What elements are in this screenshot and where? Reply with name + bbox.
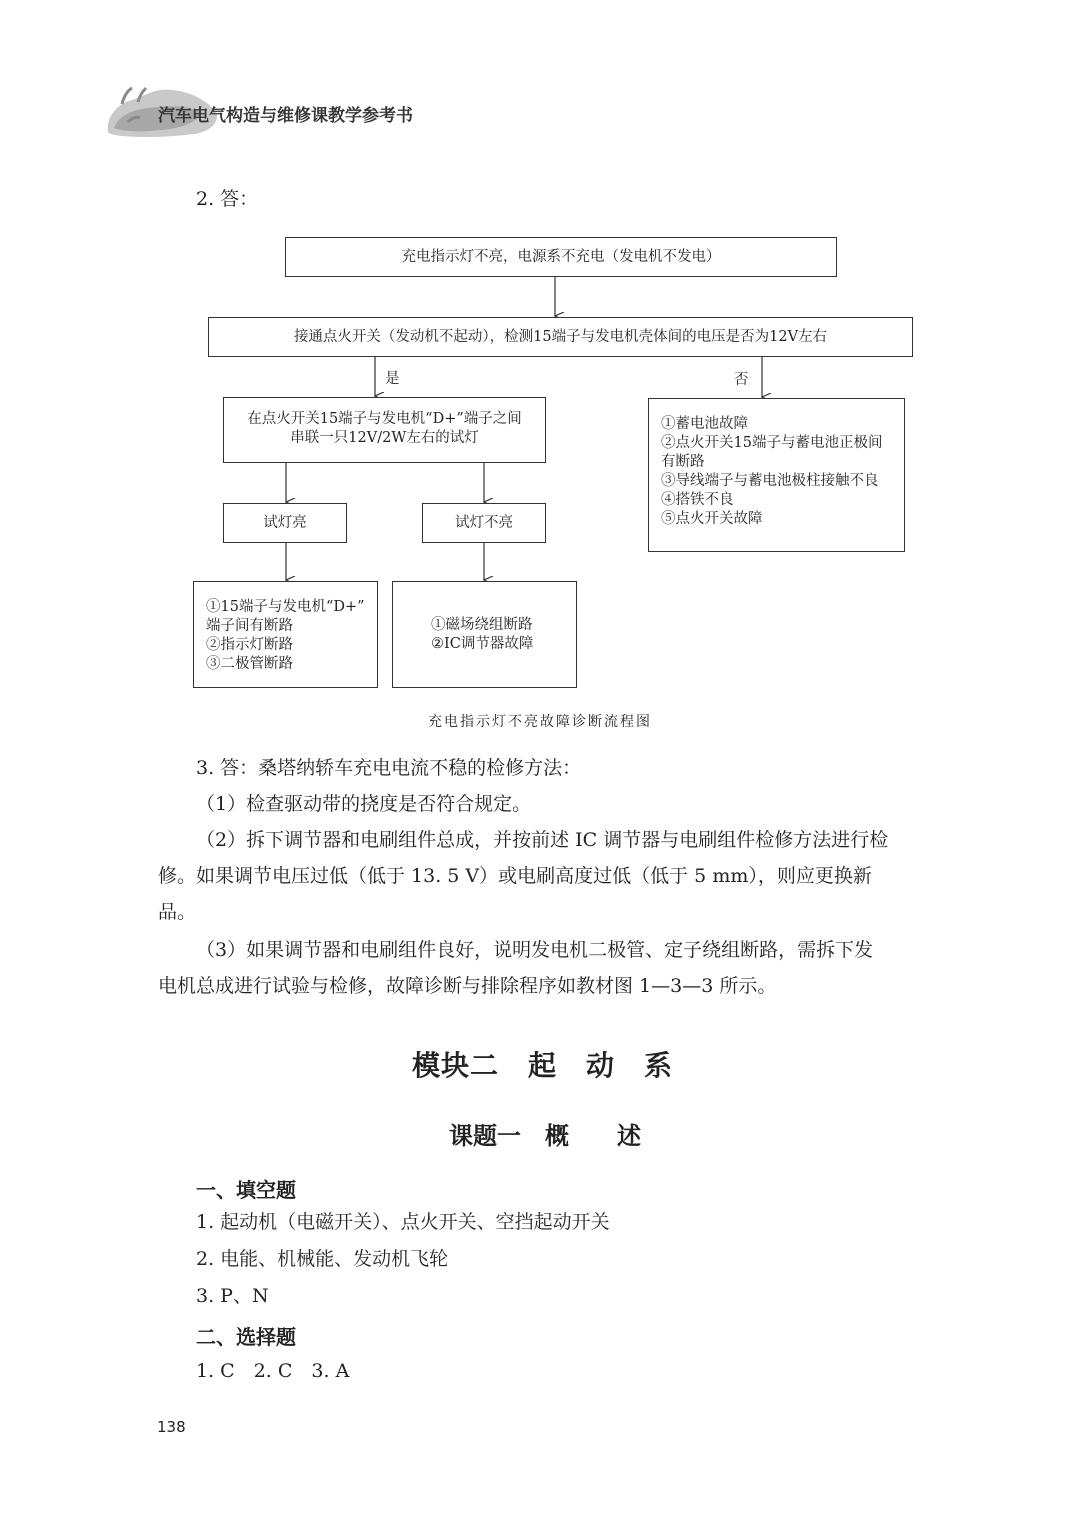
list-item: 有断路 [661, 454, 705, 470]
fill-blank-item-3: 3. P、N [196, 1285, 269, 1307]
flow-check-text: 接通点火开关（发动机不起动），检测15端子与发电机壳体间的电压是否为12V左右 [293, 328, 828, 345]
fill-blank-heading: 一、填空题 [196, 1178, 296, 1202]
flow-box-lamp-lit [223, 503, 347, 543]
list-item: ③导线端子与蓄电池极柱接触不良 [661, 473, 879, 489]
list-item: ①15端子与发电机“D+” [206, 599, 365, 615]
flow-box-lamp-unlit [422, 503, 546, 543]
flow-label-no: 否 [734, 372, 749, 388]
flow-box-start [285, 237, 837, 277]
flow-box-lit-faults [193, 581, 378, 688]
page-number: 138 [157, 1418, 186, 1436]
flow-box-test-lamp [223, 397, 546, 463]
flow-box-no-faults [648, 398, 905, 552]
list-item: ②IC调节器故障 [431, 636, 534, 652]
list-item: ②点火开关15端子与蓄电池正极间 [661, 435, 883, 451]
flow-box-check [208, 317, 913, 357]
answer-3-p2-line1: （2）拆下调节器和电刷组件总成，并按前述 IC 调节器与电刷组件检修方法进行检 [196, 829, 889, 851]
answer-3-intro: 3. 答：桑塔纳轿车充电电流不稳的检修方法： [196, 757, 582, 779]
topic-title: 课题一 概 述 [449, 1122, 641, 1150]
header-title: 汽车电气构造与维修课教学参考书 [158, 106, 413, 126]
answer-3-p3-line1: （3）如果调节器和电刷组件良好，说明发电机二极管、定子绕组断路，需拆下发 [196, 939, 874, 961]
fill-blank-item-2: 2. 电能、机械能、发动机飞轮 [196, 1248, 449, 1270]
flow-start-text: 充电指示灯不亮，电源系不充电（发电机不发电） [401, 248, 721, 265]
choice-heading: 二、选择题 [196, 1325, 296, 1349]
choice-answers: 1. C 2. C 3. A [196, 1360, 350, 1382]
answer-2-label: 2. 答： [196, 188, 259, 210]
list-item: ①磁场绕组断路 [431, 617, 533, 633]
flowchart-caption: 充电指示灯不亮故障诊断流程图 [428, 714, 652, 730]
list-item: 端子间有断路 [206, 618, 293, 634]
module-title: 模块二 起 动 系 [412, 1049, 674, 1082]
list-item: ⑤点火开关故障 [661, 511, 763, 527]
list-item: ④搭铁不良 [661, 492, 734, 508]
answer-3-p2-line3: 品。 [158, 901, 197, 923]
flow-unlit-text: 试灯不亮 [455, 514, 513, 531]
flow-box-unlit-faults [392, 581, 577, 688]
answer-3-p1: （1）检查驱动带的挠度是否符合规定。 [196, 793, 532, 815]
fill-blank-item-1: 1. 起动机（电磁开关）、点火开关、空挡起动开关 [196, 1211, 610, 1233]
flow-lit-text: 试灯亮 [263, 514, 307, 531]
flow-test-line-2: 串联一只12V/2W左右的试灯 [290, 430, 479, 446]
answer-3-p3-line2: 电机总成进行试验与检修，故障诊断与排除程序如教材图 1—3—3 所示。 [158, 975, 777, 997]
flow-label-yes: 是 [385, 371, 400, 387]
list-item: ①蓄电池故障 [661, 416, 748, 432]
list-item: ②指示灯断路 [206, 637, 293, 653]
list-item: ③二极管断路 [206, 656, 293, 672]
flow-test-line-1: 在点火开关15端子与发电机“D+”端子之间 [247, 411, 522, 427]
answer-3-p2-line2: 修。如果调节电压过低（低于 13. 5 V）或电刷高度过低（低于 5 mm），则应更换新 [158, 865, 872, 887]
